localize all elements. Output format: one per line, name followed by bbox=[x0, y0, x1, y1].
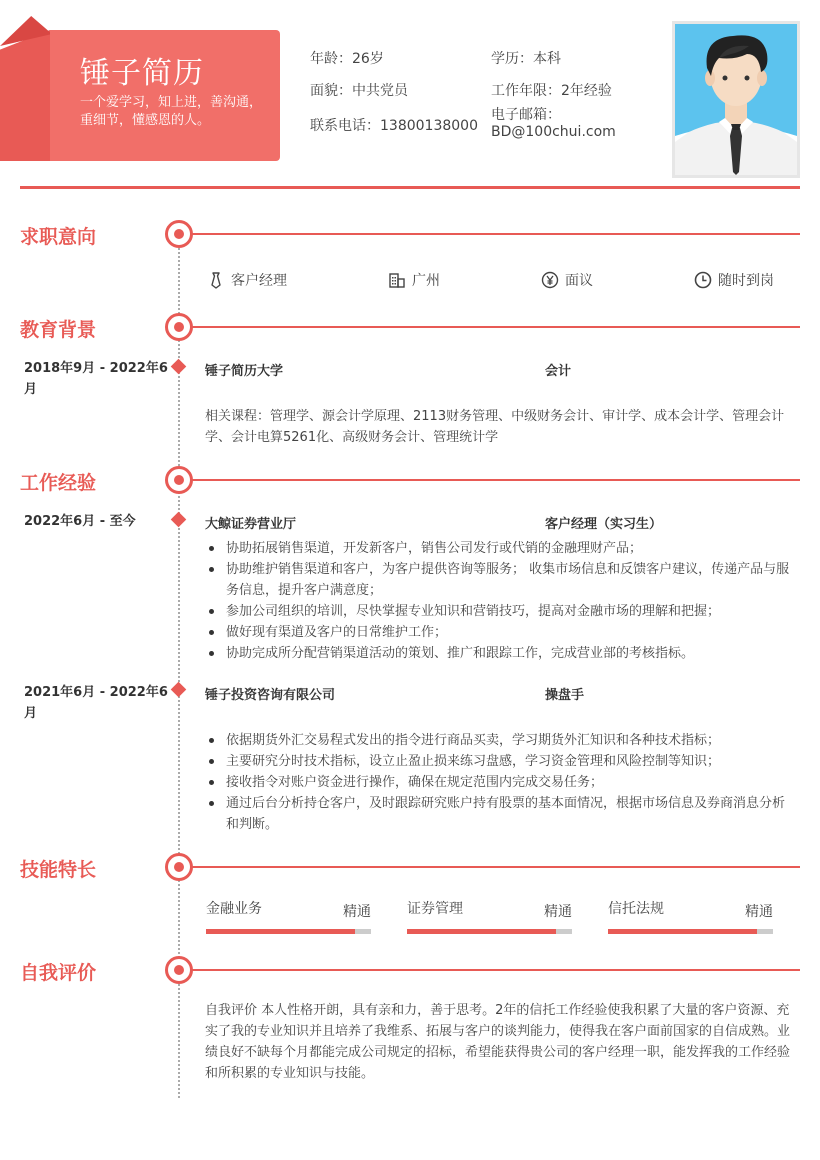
section-title-education: 教育背景 bbox=[20, 319, 97, 341]
skill-level: 精通 bbox=[544, 904, 572, 920]
banner-back-ribbon bbox=[0, 30, 50, 161]
list-item: 通过后台分析持仓客户，及时跟踪研究账户持有股票的基本面情况，根据市场信息及券商消息分析和判断。 bbox=[205, 793, 795, 835]
intent-salary bbox=[541, 270, 593, 290]
list-item: 做好现有渠道及客户的日常维护工作； bbox=[205, 622, 795, 643]
info-education: 学历：本科 bbox=[491, 51, 561, 67]
intent-availability-label: 随时到岗 bbox=[718, 273, 774, 289]
education-major: 会计 bbox=[545, 364, 572, 379]
intent-city-label: 广州 bbox=[412, 273, 440, 289]
clock-icon bbox=[694, 271, 712, 289]
section-line-skills bbox=[192, 866, 800, 868]
intent-salary-label: 面议 bbox=[565, 273, 593, 289]
skill-bar-track bbox=[608, 929, 773, 934]
avatar-illustration bbox=[675, 24, 797, 175]
skill-item bbox=[407, 898, 572, 938]
list-item: 协助拓展销售渠道，开发新客户，销售公司发行或代销的金融理财产品； bbox=[205, 538, 795, 559]
info-age: 年龄：26岁 bbox=[310, 51, 384, 67]
section-node-intent bbox=[165, 220, 193, 248]
info-email: 电子邮箱：BD@100chui.com bbox=[491, 107, 616, 140]
work-date: 2021年6月 - 2022年6月 bbox=[24, 685, 168, 721]
resume-motto: 一个爱学习，知上进，善沟通，重细节，懂感恩的人。 bbox=[80, 95, 263, 128]
section-node-skills bbox=[165, 853, 193, 881]
intent-position bbox=[207, 270, 287, 290]
section-title-intent: 求职意向 bbox=[20, 226, 97, 248]
education-school: 锤子简历大学 bbox=[205, 364, 284, 379]
skill-bar-fill bbox=[206, 929, 355, 934]
work-role: 操盘手 bbox=[545, 688, 585, 703]
education-date: 2018年9月 - 2022年6月 bbox=[24, 361, 168, 397]
section-node-work bbox=[165, 466, 193, 494]
skill-name: 信托法规 bbox=[608, 901, 664, 917]
yen-icon bbox=[541, 271, 559, 289]
work-role: 客户经理（实习生） bbox=[545, 517, 663, 532]
section-line-education bbox=[192, 326, 800, 328]
section-line-self bbox=[192, 969, 800, 971]
section-node-education bbox=[165, 313, 193, 341]
work-date: 2022年6月 - 至今 bbox=[24, 514, 136, 529]
work-company: 锤子投资咨询有限公司 bbox=[205, 688, 336, 703]
work-duties-list bbox=[205, 538, 795, 664]
section-title-skills: 技能特长 bbox=[20, 859, 97, 881]
info-experience: 工作年限：2年经验 bbox=[491, 83, 612, 99]
skill-item bbox=[608, 898, 773, 938]
section-node-self bbox=[165, 956, 193, 984]
info-phone: 联系电话：13800138000 bbox=[310, 118, 478, 134]
list-item: 依据期货外汇交易程式发出的指令进行商品买卖，学习期货外汇知识和各种技术指标； bbox=[205, 730, 795, 751]
section-title-work: 工作经验 bbox=[20, 472, 97, 494]
skill-bar-fill bbox=[407, 929, 556, 934]
tie-icon bbox=[207, 271, 225, 289]
education-courses: 相关课程：管理学、源会计学原理、2113财务管理、中级财务会计、审计学、成本会计学、管理会计学、会计电算5261化、高级财务会计、管理统计学 bbox=[205, 409, 785, 445]
skill-item bbox=[206, 898, 371, 938]
profile-photo bbox=[672, 21, 800, 178]
work-duties-list bbox=[205, 730, 795, 835]
skill-level: 精通 bbox=[745, 904, 773, 920]
resume-name: 锤子简历 bbox=[80, 56, 204, 91]
intent-position-label: 客户经理 bbox=[231, 273, 287, 289]
info-politics: 面貌：中共党员 bbox=[310, 83, 408, 99]
section-line-intent bbox=[192, 233, 800, 235]
skill-level: 精通 bbox=[343, 904, 371, 920]
skill-bar-track bbox=[206, 929, 371, 934]
skill-bar-fill bbox=[608, 929, 757, 934]
work-company: 大鲸证券营业厅 bbox=[205, 517, 297, 532]
building-icon bbox=[388, 271, 406, 289]
skill-name: 金融业务 bbox=[206, 901, 262, 917]
intent-city bbox=[388, 270, 440, 290]
section-line-work bbox=[192, 479, 800, 481]
list-item: 主要研究分时技术指标，设立止盈止损来练习盘感，学习资金管理和风险控制等知识； bbox=[205, 751, 795, 772]
list-item: 协助完成所分配营销渠道活动的策划、推广和跟踪工作，完成营业部的考核指标。 bbox=[205, 643, 795, 664]
self-evaluation-text: 自我评价 本人性格开朗，具有亲和力，善于思考。2年的信托工作经验使我积累了大量的客户资源、充实了我的专业知识并且培养了我维系、拓展与客户的谈判能力，使得我在客户面前国家的自信成熟。业绩良好不缺每个月都能完成公司规定的招标，希望能获得贵公司的客户经理一职，能发挥我的工作经验和所积累的专业知识与技能。 bbox=[205, 1003, 791, 1081]
list-item: 参加公司组织的培训，尽快掌握专业知识和营销技巧，提高对金融市场的理解和把握； bbox=[205, 601, 795, 622]
header-divider bbox=[20, 186, 800, 189]
skill-bar-track bbox=[407, 929, 572, 934]
section-title-self: 自我评价 bbox=[20, 962, 97, 984]
list-item: 协助维护销售渠道和客户，为客户提供咨询等服务； 收集市场信息和反馈客户建议，传递产品与服务信息，提升客户满意度； bbox=[205, 559, 795, 601]
skill-name: 证券管理 bbox=[407, 901, 463, 917]
intent-availability bbox=[694, 270, 774, 290]
list-item: 接收指令对账户资金进行操作，确保在规定范围内完成交易任务； bbox=[205, 772, 795, 793]
